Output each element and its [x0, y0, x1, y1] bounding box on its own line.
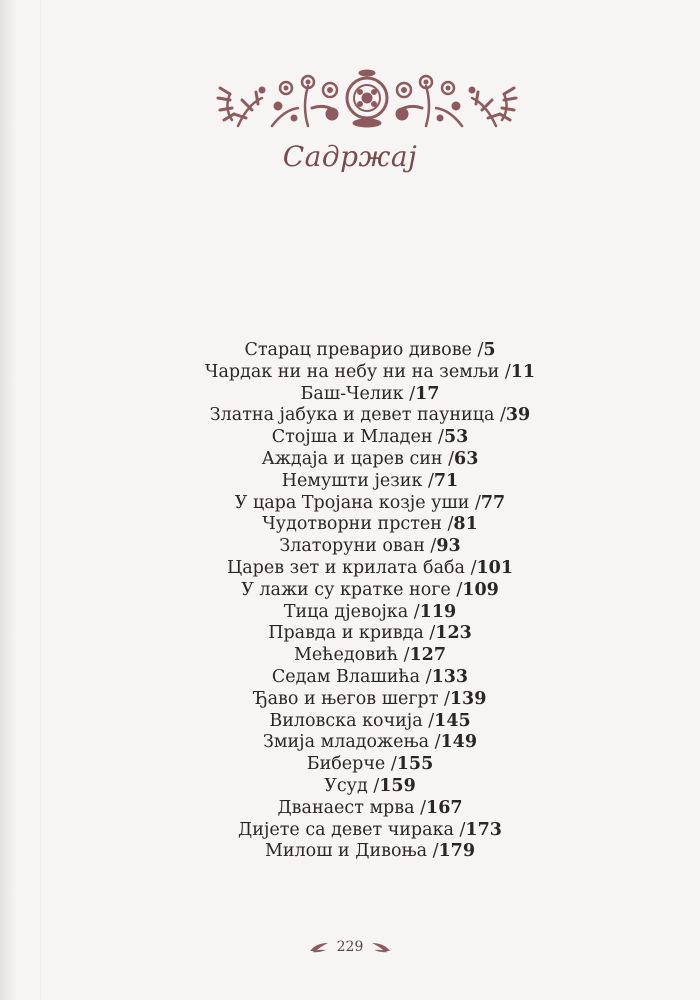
- toc-entry: Усуд /159: [324, 775, 416, 796]
- toc-entry-title: Виловска кочија: [269, 710, 423, 731]
- toc-entry-title: Златна јабука и девет пауница: [209, 405, 495, 426]
- toc-entry: Чудотворни прстен /81: [262, 514, 478, 535]
- toc-entry: Милош и Дивоња /179: [264, 841, 476, 862]
- toc-entry-title: Стојша и Младен: [271, 427, 433, 448]
- toc-entry-title: Тица дјевојка: [283, 601, 409, 622]
- toc-entry-title: Усуд: [324, 775, 368, 796]
- leaf-flourish-icon: [308, 941, 330, 953]
- toc-entry-page: 149: [440, 732, 478, 753]
- toc-entry: Царев зет и крилата баба /101: [226, 557, 513, 578]
- toc-entry-page: 145: [434, 710, 471, 731]
- toc-entry: Виловска кочија /145: [269, 710, 471, 731]
- toc-entry-page: 17: [415, 383, 440, 404]
- toc-entry-page: 179: [438, 841, 476, 862]
- toc-entry-title: Чудотворни прстен: [262, 514, 442, 535]
- toc-entry-title: Немушти језик: [281, 470, 423, 491]
- toc-entry-page: 101: [476, 557, 513, 578]
- toc-entry-page: 53: [443, 427, 469, 448]
- toc-entry: Мећедовић /127: [293, 645, 446, 666]
- toc-entry-title: Правда и кривда: [268, 623, 424, 644]
- toc-entry-page: 167: [426, 797, 463, 818]
- toc-entry-title: Златоруни ован: [279, 536, 425, 557]
- toc-entry: Немушти језик /71: [281, 470, 459, 491]
- toc-entry: У цара Тројана козје уши /77: [234, 492, 506, 513]
- toc-entry-title: Змија младожења: [262, 732, 430, 753]
- toc-entry: Дијете са девет чирака /173: [238, 819, 502, 840]
- toc-entry-title: Баш-Челик: [300, 383, 404, 404]
- toc-entry-title: Мећедовић: [293, 645, 398, 666]
- toc-entry-page: 81: [453, 514, 478, 535]
- toc-entry: Баш-Челик /17: [300, 383, 440, 404]
- toc-entry-title: Ђаво и његов шегрт: [253, 688, 439, 709]
- toc-entry-title: Царев зет и крилата баба: [226, 557, 465, 578]
- toc-entry-page: 173: [465, 819, 502, 840]
- toc-entry-page: 71: [433, 470, 459, 491]
- toc-entry: У лажи су кратке ноге /109: [241, 579, 499, 600]
- floral-ornament-icon: [212, 68, 522, 130]
- toc-entry-page: 11: [510, 361, 536, 382]
- toc-entry-page: 127: [409, 645, 446, 666]
- toc-entry-page: 139: [449, 688, 487, 709]
- toc-entry: Змија младожења /149: [262, 732, 478, 753]
- toc-entry: Правда и кривда /123: [268, 623, 472, 644]
- toc-entry-page: 133: [431, 666, 469, 687]
- toc-entry: Стојша и Младен /53: [271, 427, 469, 448]
- page-number: 229: [336, 939, 364, 955]
- toc-entry: Ђаво и његов шегрт /139: [253, 688, 487, 709]
- toc-entry-page: 77: [480, 492, 506, 513]
- toc-entry-title: Чардак ни на небу ни на земљи: [204, 361, 500, 382]
- toc-entry: Чардак ни на небу ни на земљи /11: [204, 361, 536, 382]
- toc-entry-page: 119: [419, 601, 457, 622]
- toc-entry-title: Аждаја и царев син: [261, 448, 443, 469]
- toc-entry: Седам Влашића /133: [271, 666, 469, 687]
- toc-entry: Аждаја и царев син /63: [261, 448, 479, 469]
- toc-entry-page: 93: [436, 536, 461, 557]
- toc-entry-page: 123: [435, 623, 472, 644]
- toc-entry: Златоруни ован /93: [279, 536, 461, 557]
- toc-entry-page: 5: [483, 340, 496, 360]
- toc-entry-title: Старац преварио дивове: [244, 340, 472, 360]
- toc-entry: Тица дјевојка /119: [283, 601, 457, 622]
- toc-entry-title: У цара Тројана козје уши: [234, 492, 470, 513]
- toc-entry-page: 63: [454, 448, 479, 469]
- page-title: Садржај: [282, 140, 418, 173]
- toc-entry-page: 155: [396, 754, 434, 775]
- toc-entry: Дванаест мрва /167: [277, 797, 463, 818]
- page-footer: [0, 939, 700, 955]
- toc-entry-title: У лажи су кратке ноге: [241, 579, 451, 600]
- toc-entry: Старац преварио дивове /5: [244, 340, 496, 360]
- toc-entry-title: Милош и Дивоња: [264, 841, 428, 862]
- table-of-contents: [0, 340, 700, 863]
- toc-entry-page: 109: [462, 579, 499, 600]
- toc-entry-title: Дванаест мрва: [277, 797, 415, 818]
- toc-entry: Златна јабука и девет пауница /39: [209, 405, 531, 426]
- toc-entry-title: Седам Влашића: [271, 666, 421, 687]
- toc-entry-page: 159: [379, 775, 416, 796]
- toc-entry: Биберче /155: [306, 754, 434, 775]
- leaf-flourish-icon: [370, 941, 392, 953]
- toc-entry-title: Биберче: [306, 754, 386, 775]
- toc-entry-page: 39: [505, 405, 531, 426]
- toc-entry-title: Дијете са девет чирака: [238, 819, 454, 840]
